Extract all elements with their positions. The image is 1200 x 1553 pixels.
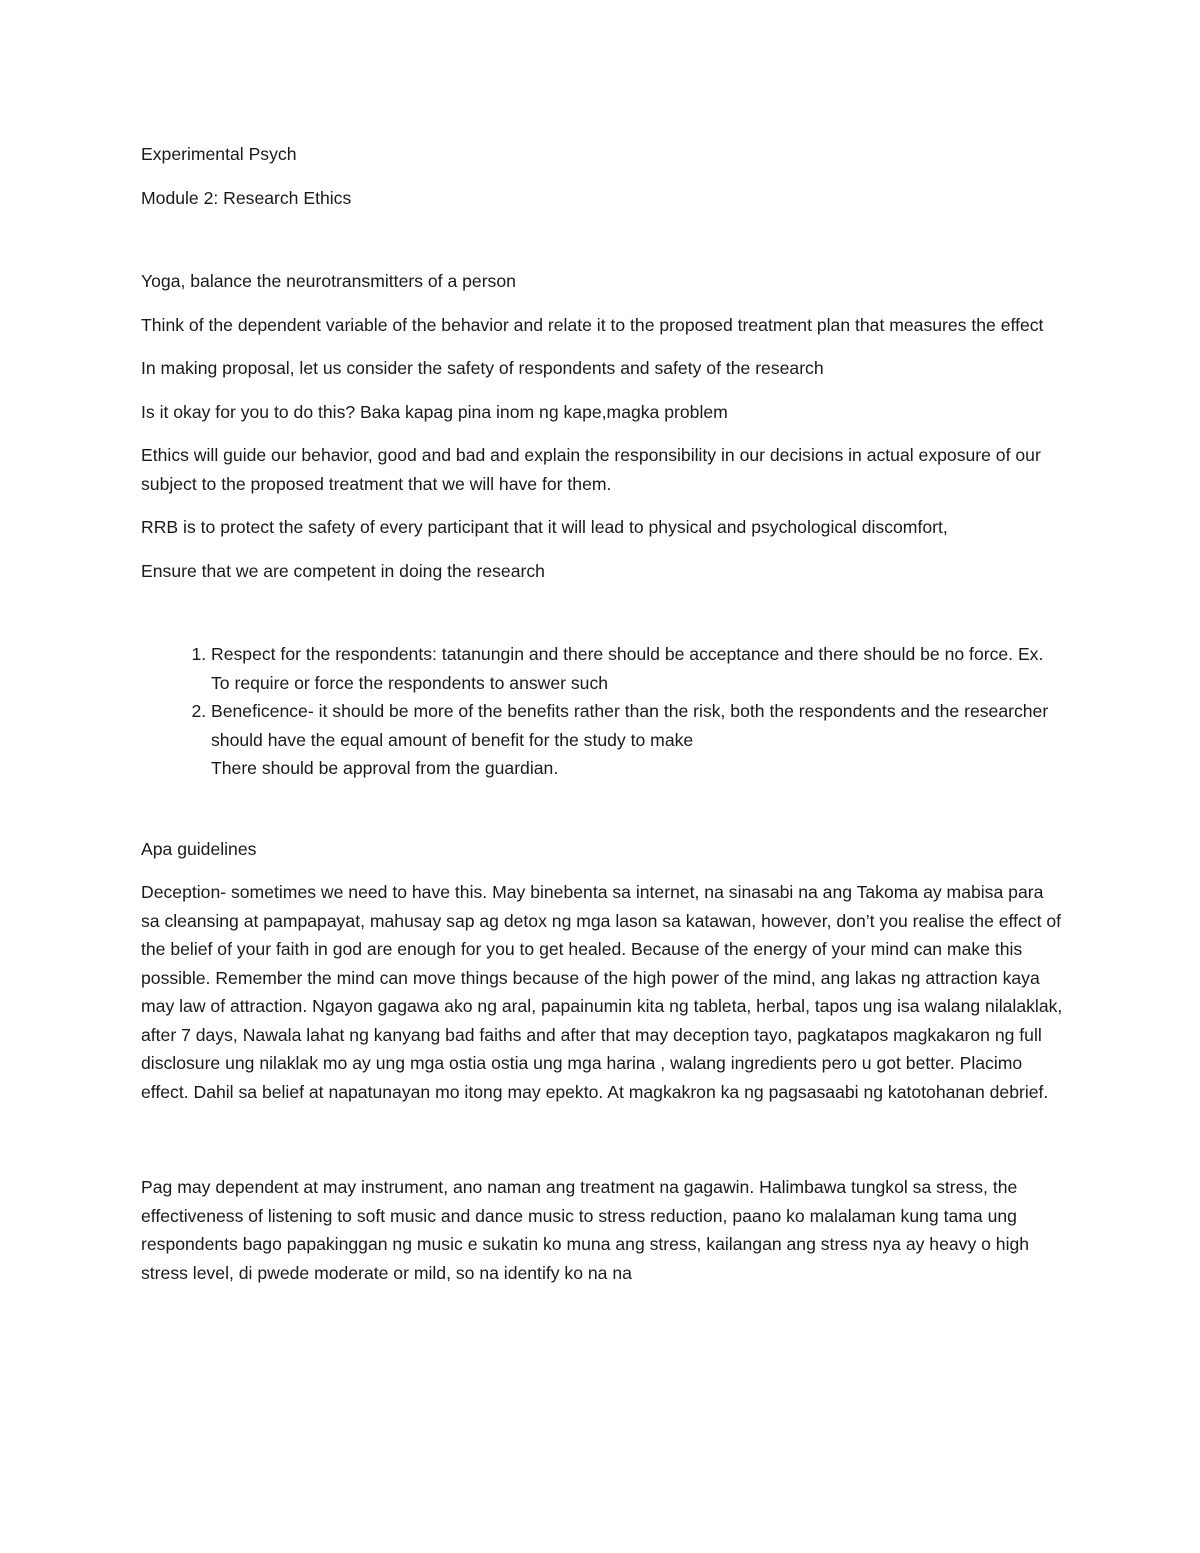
- paragraph-competent: Ensure that we are competent in doing the research: [141, 560, 545, 581]
- list-item-respect: [211, 640, 1066, 697]
- spacer: [141, 600, 1066, 640]
- list-item-beneficence: [211, 697, 1066, 783]
- paragraph-dependent-variable: Think of the dependent variable of the behavior and relate it to the proposed treatment plan that measures the effect: [141, 314, 1044, 335]
- paragraph-ethics-guide: Ethics will guide our behavior, good and bad and explain the responsibility in our decisions in actual exposure of our subject to the proposed treatment that we will have for them.: [141, 445, 1041, 494]
- list-item-respect-text: Respect for the respondents: tatanungin and there should be acceptance and there should be no force. Ex. To require or force the respondents to answer such: [211, 644, 1044, 693]
- paragraph-yoga: Yoga, balance the neurotransmitters of a person: [141, 271, 516, 291]
- list-item-beneficence-text: Beneficence- it should be more of the benefits rather than the risk, both the respondents and the researcher should have the equal amount of benefit for the study to make: [211, 701, 1049, 750]
- document-title: Experimental Psych: [141, 144, 297, 164]
- paragraph-rrb: RRB is to protect the safety of every participant that it will lead to physical and psychological discomfort,: [141, 517, 948, 537]
- paragraph-proposal-safety: In making proposal, let us consider the safety of respondents and safety of the research: [141, 358, 824, 378]
- paragraph-treatment: Pag may dependent at may instrument, ano naman ang treatment na gagawin. Halimbawa tungkol sa stress, the effectiveness of listening to soft music and dance music to stress reduction, paano ko malalaman kung tama ung respondents bago papakinggan ng music e sukatin ko muna ang stress, kailangan ang stress nya ay heavy o high stress level, di pwede moderate or mild, so na identify ko na na: [141, 1177, 1030, 1283]
- paragraph-is-it-okay: Is it okay for you to do this? Baka kapag pina inom ng kape,magka problem: [141, 401, 728, 422]
- apa-heading: Apa guidelines: [141, 838, 257, 859]
- paragraph-deception: Deception- sometimes we need to have this. May binebenta sa internet, na sinasabi na ang Takoma ay mabisa para sa cleansing at pampapayat, mahusay sap ag detox ng mga lason sa katawan, however, don’t you realise the effect of the belief of your faith in god are enough for you to get healed. Because of the energy of your mind can make this possible. Remember the mind can move things because of the high power of the mind, ang lakas ng attraction kaya may law of attraction. Ngayon gagawa ako ng aral, papainumin kita ng tableta, herbal, tapos ung isa walang nilalaklak, after 7 days, Nawala lahat ng kanyang bad faiths and after that may deception tayo, pagkatapos magkakaron ng full disclosure ung nilaklak mo ay ung mga ostia ostia ung mga harina , walang ingredients pero u got better. Placimo effect. Dahil sa belief at napatunayan mo itong may epekto. At magkakron ka ng pagsasaabi ng katotohanan debrief.: [141, 882, 1063, 1102]
- list-item-beneficence-extra: There should be approval from the guardian.: [211, 758, 559, 778]
- ethics-principles-list: [141, 640, 1066, 783]
- spacer: [141, 783, 1066, 835]
- module-heading: Module 2: Research Ethics: [141, 187, 352, 208]
- spacer: [141, 1121, 1066, 1173]
- document-body: [141, 140, 1066, 1302]
- spacer: [141, 227, 1066, 267]
